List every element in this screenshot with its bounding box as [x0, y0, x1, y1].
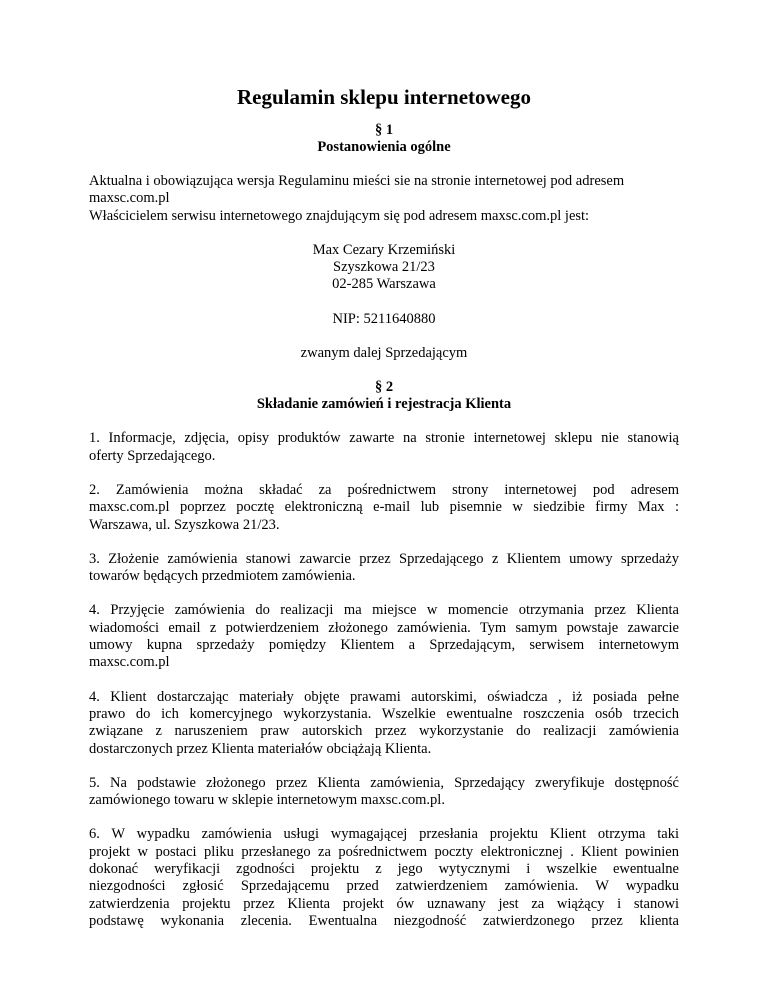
paragraph-line: wiadomości email z potwierdzeniem złożonego zamówienia. Tym samym powstaje zawarcie	[89, 619, 679, 636]
paragraph-2	[89, 482, 679, 534]
paragraph-line: 4. Przyjęcie zamówienia do realizacji ma miejsce w momencie otrzymania przez Klienta	[89, 602, 679, 619]
paragraph-line: 5. Na podstawie złożonego przez Klienta zamówienia, Sprzedający zweryfikuje dostępność	[89, 774, 679, 791]
paragraph-line: projekt w postaci pliku przesłanego za pośrednictwem poczty elektronicznej . Klient powinien	[89, 843, 679, 860]
paragraph-line: dostarczonych przez Klienta materiałów obciążają Klienta.	[89, 740, 432, 757]
seller-alias: zwanym dalej Sprzedającym	[300, 345, 468, 362]
paragraph-5	[89, 689, 679, 758]
paragraph-line: Warszawa, ul. Szyszkowa 21/23.	[89, 516, 280, 533]
section-2-heading: Składanie zamówień i rejestracja Klienta	[256, 396, 512, 413]
paragraph-line: 4. Klient dostarczając materiały objęte prawami autorskimi, oświadcza , iż posiada pełne	[89, 688, 679, 705]
paragraph-line: związane z naruszeniem praw autorskich przez wykorzystanie do realizacji zamówienia	[89, 723, 679, 740]
paragraph-line: zamówionego towaru w sklepie internetowym maxsc.com.pl.	[89, 792, 445, 809]
paragraph-line: niezgodności zgłosić Sprzedającemu przed zatwierdzeniem zamówienia. W wypadku	[89, 878, 679, 895]
paragraph-line: 6. W wypadku zamówienia usługi wymagającej przesłania projektu Klient otrzyma taki	[89, 826, 679, 843]
intro-line: Aktualna i obowiązująca wersja Regulaminu mieści sie na stronie internetowej pod adresem	[89, 173, 625, 189]
intro-line: Właścicielem serwisu internetowego znajdującym się pod adresem maxsc.com.pl jest:	[89, 207, 590, 224]
section-2-number: § 2	[374, 379, 394, 396]
owner-city: 02-285 Warszawa	[332, 276, 436, 293]
paragraph-line: oferty Sprzedającego.	[89, 447, 216, 464]
paragraph-line: 1. Informacje, zdjęcia, opisy produktów zawarte na stronie internetowej sklepu nie stanowią	[89, 430, 679, 447]
intro-line: maxsc.com.pl	[89, 190, 170, 207]
paragraph-line: dokonać weryfikacji zgodności projektu z jego wytycznymi i wszelkie ewentualne	[89, 861, 679, 878]
paragraph-line: podstawę wykonania zlecenia. Ewentualna niezgodność zatwierdzonego przez klienta	[89, 912, 679, 929]
paragraph-7	[89, 826, 679, 930]
paragraph-line: 2. Zamówienia można składać za pośrednictwem strony internetowej pod adresem	[89, 481, 679, 498]
section-1-intro	[89, 173, 679, 225]
document-title: Regulamin sklepu internetowego	[237, 85, 531, 109]
document-page	[89, 84, 679, 947]
paragraph-line: prawo do ich komercyjnego wykorzystania. Wszelkie ewentualne roszczenia osób trzecich	[89, 705, 679, 722]
paragraph-line: zatwierdzenia projektu przez Klienta projekt ów uznawany jest za wiążący i stanowi	[89, 895, 679, 912]
paragraph-line: towarów będących przedmiotem zamówienia.	[89, 568, 356, 585]
owner-nip: NIP: 5211640880	[332, 310, 436, 327]
paragraph-line: 3. Złożenie zamówienia stanowi zawarcie przez Sprzedającego z Klientem umowy sprzedaży	[89, 550, 679, 567]
paragraph-4	[89, 602, 679, 671]
section-1-heading: Postanowienia ogólne	[317, 139, 451, 155]
owner-name: Max Cezary Krzemiński	[312, 241, 456, 258]
paragraph-line: maxsc.com.pl poprzez pocztę elektroniczną e-mail lub pisemnie w siedzibie firmy Max :	[89, 499, 679, 516]
paragraph-6	[89, 775, 679, 810]
section-1-number: § 1	[374, 122, 394, 138]
paragraph-1	[89, 430, 679, 465]
paragraph-line: maxsc.com.pl	[89, 654, 170, 671]
owner-street: Szyszkowa 21/23	[333, 259, 435, 276]
paragraph-3	[89, 551, 679, 586]
paragraph-line: umowy kupna sprzedaży pomiędzy Klientem a Sprzedającym, serwisem internetowym	[89, 637, 679, 654]
owner-address	[89, 242, 679, 294]
